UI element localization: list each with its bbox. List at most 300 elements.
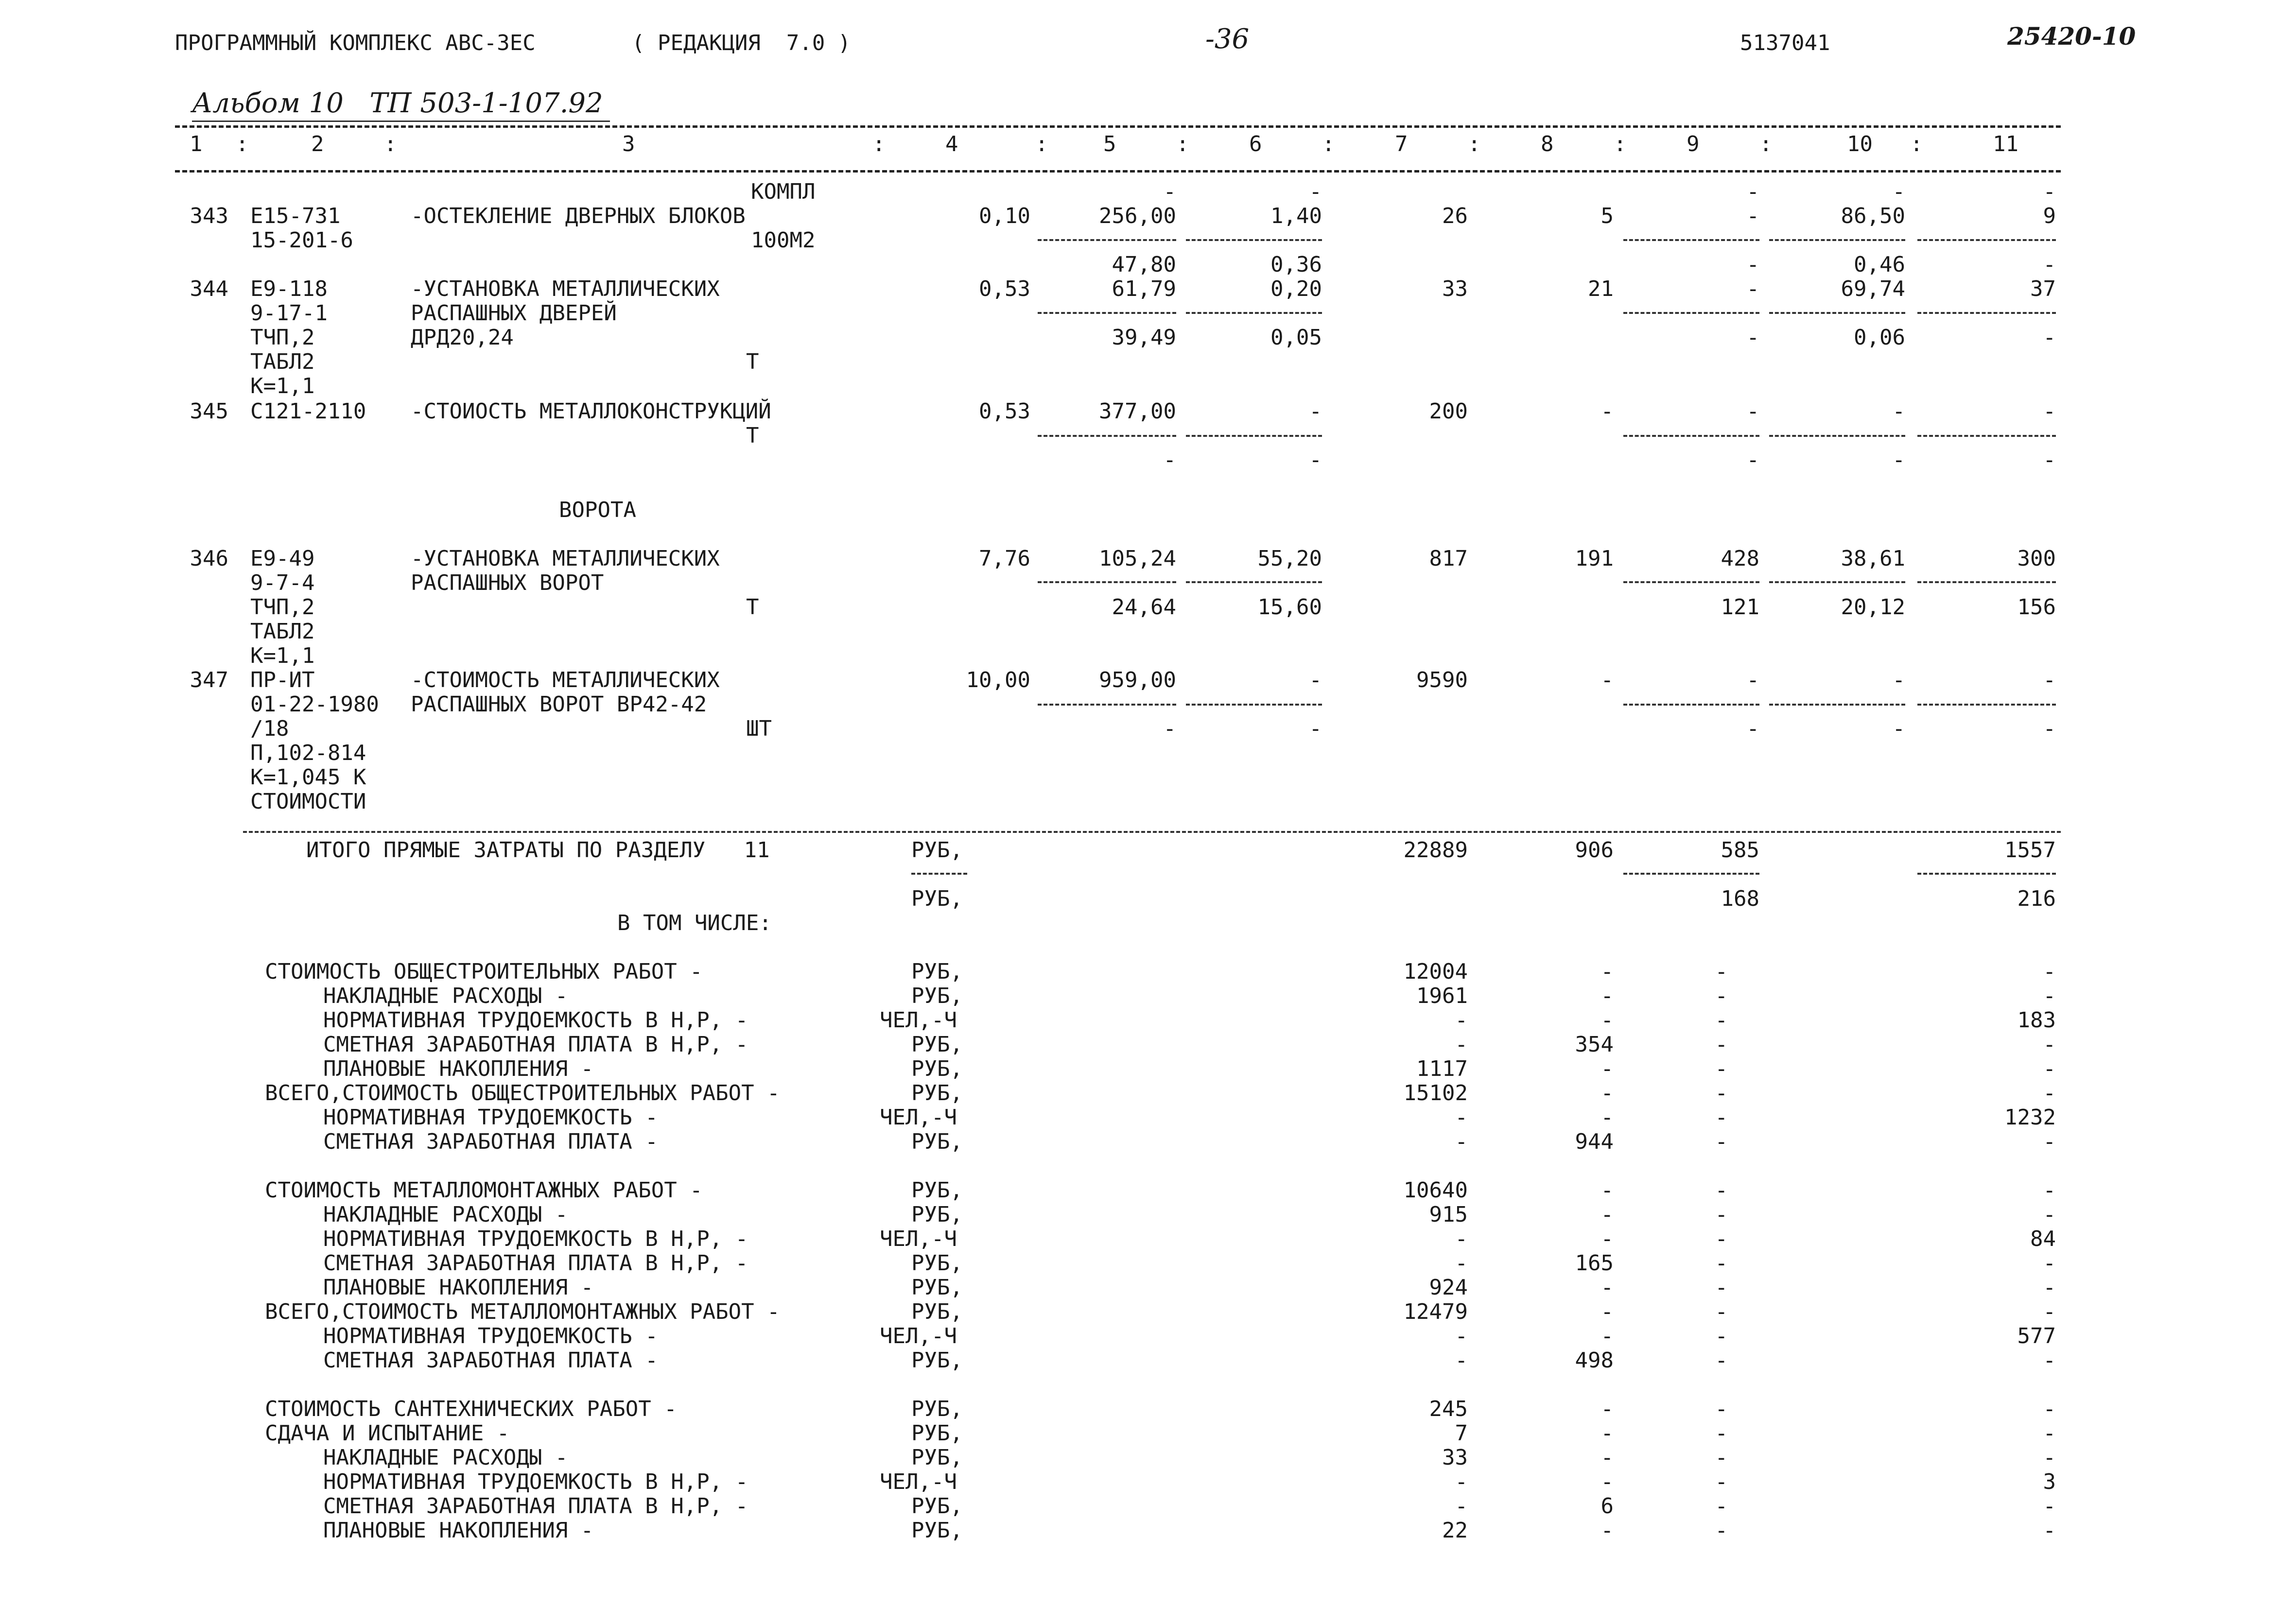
cell-c4: 0,53 [979, 276, 1030, 301]
summary-c11: - [2043, 1202, 2056, 1227]
cell-c6-top: 0,36 [1270, 252, 1322, 277]
cell-c6: 0,20 [1270, 276, 1322, 301]
summary-label: ПЛАНОВЫЕ НАКОПЛЕНИЯ - [323, 1518, 594, 1543]
summary-unit: ЧЕЛ,-Ч [880, 1227, 957, 1251]
summary-c8: - [1600, 959, 1614, 984]
summary-c9: - [1715, 1518, 1728, 1543]
summary-c8: - [1600, 1324, 1614, 1348]
cell-c10: 69,74 [1841, 276, 1905, 301]
page-number: -36 [1205, 23, 1250, 55]
row-code: К=1,1 [250, 374, 315, 398]
summary-unit: ЧЕЛ,-Ч [880, 1469, 957, 1494]
cell-divider [1623, 704, 1759, 706]
cell-c4: 0,10 [979, 204, 1030, 228]
row-description: -ОСТЕКЛЕНИЕ ДВЕРНЫХ БЛОКОВ [411, 204, 746, 228]
cell-c9-top: - [1746, 252, 1759, 277]
summary-c8: - [1600, 1421, 1614, 1446]
summary-c7: 1961 [1416, 984, 1468, 1008]
summary-c8: 944 [1575, 1129, 1614, 1154]
cell-c11-top: - [2043, 252, 2056, 277]
summary-c7: 33 [1442, 1445, 1468, 1470]
summary-c7: - [1455, 1494, 1468, 1519]
row-code: Е9-49 [250, 546, 315, 571]
column-separator: : [1759, 132, 1773, 156]
summary-unit: РУБ, [911, 1445, 963, 1470]
summary-c11: 3 [2043, 1469, 2056, 1494]
column-header-10: 10 [1847, 132, 1873, 156]
summary-c8: - [1600, 1056, 1614, 1081]
unit-label: Т [746, 595, 759, 620]
summary-unit: РУБ, [911, 1299, 963, 1324]
row-description: РАСПАШНЫХ ВОРОТ [411, 570, 604, 595]
cell-divider [1186, 704, 1322, 706]
summary-c9: - [1715, 1397, 1728, 1421]
row-code: 9-17-1 [250, 301, 328, 326]
column-header-6: 6 [1249, 132, 1262, 156]
summary-unit: ЧЕЛ,-Ч [880, 1324, 957, 1348]
cell-c6-sub: - [1309, 448, 1322, 472]
row-code: К=1,1 [250, 643, 315, 668]
summary-c9: - [1715, 1008, 1728, 1033]
summary-c9: - [1715, 1421, 1728, 1446]
cell-c8: 191 [1575, 546, 1614, 571]
row-code: ТАБЛ2 [250, 349, 315, 374]
totals-c11: 1557 [2004, 838, 2056, 863]
cell-c5: 256,00 [1099, 204, 1176, 228]
summary-c7: 7 [1455, 1421, 1468, 1446]
cell-divider [1623, 435, 1759, 437]
cell-c8: 5 [1600, 204, 1614, 228]
cell-c10: - [1892, 399, 1905, 424]
cell-c11: - [2043, 399, 2056, 424]
summary-label: СМЕТНАЯ ЗАРАБОТНАЯ ПЛАТА В Н,Р, - [323, 1494, 748, 1519]
row-code: К=1,045 К [250, 765, 366, 790]
row-code: П,102-814 [250, 741, 366, 765]
summary-c7: - [1455, 1008, 1468, 1033]
summary-c11: 84 [2030, 1227, 2056, 1251]
unit-label: КОМПЛ [751, 179, 816, 204]
summary-c8: - [1600, 1518, 1614, 1543]
cell-c4: 7,76 [979, 546, 1030, 571]
cell-c11: - [2043, 668, 2056, 692]
summary-label: НОРМАТИВНАЯ ТРУДОЕМКОСТЬ В Н,Р, - [323, 1008, 748, 1033]
cell-c7: 9590 [1416, 668, 1468, 692]
summary-c8: - [1600, 1227, 1614, 1251]
table-header-rule [175, 170, 2061, 173]
summary-c7: - [1455, 1032, 1468, 1057]
cell-c6-sub: 0,05 [1270, 325, 1322, 350]
cell-c6-sub: - [1309, 716, 1322, 741]
cell-c5-sub: - [1163, 448, 1176, 472]
cell-c11: 37 [2030, 276, 2056, 301]
summary-c8: - [1600, 1469, 1614, 1494]
cell-c8: - [1600, 399, 1614, 424]
cell-c9: - [1746, 276, 1759, 301]
summary-c8: - [1600, 1445, 1614, 1470]
row-number: 343 [190, 204, 228, 228]
cell-c6: - [1309, 399, 1322, 424]
summary-c8: 6 [1600, 1494, 1614, 1519]
summary-label: СТОИМОСТЬ МЕТАЛЛОМОНТАЖНЫХ РАБОТ - [265, 1178, 703, 1203]
unit-label: ШТ [746, 716, 772, 741]
summary-unit: РУБ, [911, 984, 963, 1008]
document-code: 5137041 [1740, 31, 1830, 55]
section-title: ВОРОТА [559, 498, 636, 522]
summary-c8: - [1600, 1178, 1614, 1203]
cell-c10-sub: - [1892, 448, 1905, 472]
cell-c9-sub: - [1746, 716, 1759, 741]
cell-c5-sub: 24,64 [1112, 595, 1176, 620]
program-title: ПРОГРАММНЫЙ КОМПЛЕКС АВС-3ЕС [175, 31, 536, 55]
column-separator: : [1035, 132, 1048, 156]
row-description: -УСТАНОВКА МЕТАЛЛИЧЕСКИХ [411, 276, 720, 301]
cell-divider [1769, 704, 1905, 706]
summary-label: СМЕТНАЯ ЗАРАБОТНАЯ ПЛАТА В Н,Р, - [323, 1251, 748, 1276]
column-header-4: 4 [945, 132, 958, 156]
summary-c7: - [1455, 1251, 1468, 1276]
cell-divider [1769, 312, 1905, 314]
cell-divider [1038, 312, 1176, 314]
column-header-9: 9 [1687, 132, 1700, 156]
summary-unit: РУБ, [911, 1348, 963, 1373]
summary-unit: РУБ, [911, 959, 963, 984]
summary-c11: - [2043, 1348, 2056, 1373]
summary-label: ВСЕГО,СТОИМОСТЬ ОБЩЕСТРОИТЕЛЬНЫХ РАБОТ - [265, 1081, 780, 1106]
summary-c7: - [1455, 1129, 1468, 1154]
cell-divider [1917, 704, 2056, 706]
cell-divider [1917, 435, 2056, 437]
cell-c6-sub: 15,60 [1257, 595, 1322, 620]
summary-c8: - [1600, 1008, 1614, 1033]
summary-label: ПЛАНОВЫЕ НАКОПЛЕНИЯ - [323, 1275, 594, 1300]
summary-unit: ЧЕЛ,-Ч [880, 1105, 957, 1130]
summary-c9: - [1715, 1494, 1728, 1519]
summary-c11: - [2043, 1494, 2056, 1519]
cell-c6: 55,20 [1257, 546, 1322, 571]
column-separator: : [1176, 132, 1189, 156]
totals-c9: 585 [1721, 838, 1759, 863]
cell-c10-top: 0,46 [1854, 252, 1905, 277]
row-code: 01-22-1980 [250, 692, 379, 717]
cell-c11: 9 [2043, 204, 2056, 228]
totals-c11-sub: 216 [2017, 886, 2056, 911]
row-description: РАСПАШНЫХ ВОРОТ ВР42-42 [411, 692, 707, 717]
cell-divider [1623, 239, 1759, 241]
row-code: 15-201-6 [250, 228, 353, 253]
summary-unit: РУБ, [911, 1275, 963, 1300]
cell-divider [911, 873, 967, 875]
cell-c5-sub: - [1163, 716, 1176, 741]
row-number: 347 [190, 668, 228, 692]
summary-label: ПЛАНОВЫЕ НАКОПЛЕНИЯ - [323, 1056, 594, 1081]
unit-label: 100М2 [751, 228, 816, 253]
cell-c5-top: - [1163, 179, 1176, 204]
summary-c7: 245 [1429, 1397, 1468, 1421]
cell-divider [1186, 435, 1322, 437]
column-header-7: 7 [1395, 132, 1408, 156]
row-description: -СТОИМОСТЬ МЕТАЛЛИЧЕСКИХ [411, 668, 720, 692]
cell-divider [1186, 581, 1322, 583]
cell-c9-sub: - [1746, 448, 1759, 472]
summary-c9: - [1715, 1445, 1728, 1470]
cell-divider [1038, 581, 1176, 583]
column-header-5: 5 [1103, 132, 1116, 156]
column-header-11: 11 [1993, 132, 2018, 156]
cell-c9: - [1746, 399, 1759, 424]
row-code: С121-2110 [250, 399, 366, 424]
column-separator: : [1614, 132, 1627, 156]
totals-unit-2: РУБ, [911, 886, 963, 911]
cell-c9: - [1746, 668, 1759, 692]
cell-divider [1769, 435, 1905, 437]
cell-c7: 33 [1442, 276, 1468, 301]
summary-label: НОРМАТИВНАЯ ТРУДОЕМКОСТЬ - [323, 1105, 658, 1130]
summary-unit: РУБ, [911, 1251, 963, 1276]
summary-c9: - [1715, 1056, 1728, 1081]
summary-c7: - [1455, 1348, 1468, 1373]
cell-c10-sub: - [1892, 716, 1905, 741]
album-underline [192, 121, 610, 122]
summary-c7: 15102 [1403, 1081, 1468, 1106]
cell-c11-top: - [2043, 179, 2056, 204]
summary-c11: 183 [2017, 1008, 2056, 1033]
cell-divider [1917, 581, 2056, 583]
cell-c10: 86,50 [1841, 204, 1905, 228]
summary-c11: - [2043, 1445, 2056, 1470]
summary-c9: - [1715, 1348, 1728, 1373]
album-label: Альбом 10 ТП 503-1-107.92 [192, 87, 603, 119]
summary-unit: РУБ, [911, 1178, 963, 1203]
cell-c11-sub: - [2043, 448, 2056, 472]
summary-c11: - [2043, 1397, 2056, 1421]
summary-c7: 22 [1442, 1518, 1468, 1543]
summary-c11: - [2043, 1275, 2056, 1300]
including-label: В ТОМ ЧИСЛЕ: [617, 911, 772, 935]
column-separator: : [1322, 132, 1335, 156]
cell-divider [1623, 312, 1759, 314]
cell-divider [1917, 312, 2056, 314]
row-number: 346 [190, 546, 228, 571]
summary-c11: - [2043, 1056, 2056, 1081]
column-header-2: 2 [311, 132, 324, 156]
summary-c7: - [1455, 1324, 1468, 1348]
summary-c8: - [1600, 1202, 1614, 1227]
cell-c9-top: - [1746, 179, 1759, 204]
summary-label: НОРМАТИВНАЯ ТРУДОЕМКОСТЬ В Н,Р, - [323, 1227, 748, 1251]
cell-c7: 817 [1429, 546, 1468, 571]
summary-c9: - [1715, 1202, 1728, 1227]
summary-unit: РУБ, [911, 1056, 963, 1081]
summary-label: СТОИМОСТЬ ОБЩЕСТРОИТЕЛЬНЫХ РАБОТ - [265, 959, 703, 984]
summary-c8: - [1600, 1397, 1614, 1421]
summary-label: СДАЧА И ИСПЫТАНИЕ - [265, 1421, 510, 1446]
row-code: ТАБЛ2 [250, 619, 315, 644]
summary-c9: - [1715, 1275, 1728, 1300]
cell-c10-sub: 20,12 [1841, 595, 1905, 620]
summary-c9: - [1715, 1032, 1728, 1057]
cell-divider [1769, 581, 1905, 583]
summary-c7: 1117 [1416, 1056, 1468, 1081]
summary-unit: ЧЕЛ,-Ч [880, 1008, 957, 1033]
summary-c9: - [1715, 959, 1728, 984]
cell-divider [1623, 581, 1759, 583]
cell-c11: 300 [2017, 546, 2056, 571]
summary-c11: - [2043, 1129, 2056, 1154]
row-description: -УСТАНОВКА МЕТАЛЛИЧЕСКИХ [411, 546, 720, 571]
cell-divider [1186, 312, 1322, 314]
summary-c7: 924 [1429, 1275, 1468, 1300]
column-separator: : [1468, 132, 1481, 156]
cell-c4: 0,53 [979, 399, 1030, 424]
summary-c11: 577 [2017, 1324, 2056, 1348]
summary-c9: - [1715, 1105, 1728, 1130]
summary-c9: - [1715, 1129, 1728, 1154]
cell-c7: 26 [1442, 204, 1468, 228]
row-description: ДРД20,24 [411, 325, 514, 350]
cell-c11-sub: - [2043, 325, 2056, 350]
row-code: СТОИМОСТИ [250, 789, 366, 814]
summary-c8: - [1600, 984, 1614, 1008]
document-number: 25420-10 [2007, 22, 2136, 51]
summary-c11: - [2043, 959, 2056, 984]
totals-label: ИТОГО ПРЯМЫЕ ЗАТРАТЫ ПО РАЗДЕЛУ 11 [306, 838, 770, 863]
cell-c5-top: 47,80 [1112, 252, 1176, 277]
summary-c8: - [1600, 1299, 1614, 1324]
cell-divider [1038, 435, 1176, 437]
cell-divider [1917, 239, 2056, 241]
summary-c9: - [1715, 984, 1728, 1008]
summary-c7: - [1455, 1469, 1468, 1494]
summary-label: НАКЛАДНЫЕ РАСХОДЫ - [323, 1202, 568, 1227]
unit-label: Т [746, 349, 759, 374]
row-description: РАСПАШНЫХ ДВЕРЕЙ [411, 301, 617, 326]
summary-c8: 498 [1575, 1348, 1614, 1373]
column-header-3: 3 [622, 132, 635, 156]
cell-divider [1623, 873, 1759, 875]
cell-c6-top: - [1309, 179, 1322, 204]
summary-c9: - [1715, 1324, 1728, 1348]
summary-c8: - [1600, 1275, 1614, 1300]
cell-c5: 61,79 [1112, 276, 1176, 301]
cell-c5: 105,24 [1099, 546, 1176, 571]
summary-c11: - [2043, 1081, 2056, 1106]
summary-c9: - [1715, 1469, 1728, 1494]
totals-unit: РУБ, [911, 838, 963, 863]
table-top-rule [175, 125, 2061, 128]
summary-label: СМЕТНАЯ ЗАРАБОТНАЯ ПЛАТА - [323, 1129, 658, 1154]
cell-c5: 377,00 [1099, 399, 1176, 424]
column-separator: : [872, 132, 886, 156]
summary-c11: - [2043, 1518, 2056, 1543]
cell-divider [1769, 239, 1905, 241]
cell-c7: 200 [1429, 399, 1468, 424]
summary-c9: - [1715, 1081, 1728, 1106]
row-code: /18 [250, 716, 289, 741]
cell-c9-sub: 121 [1721, 595, 1759, 620]
summary-c7: - [1455, 1105, 1468, 1130]
summary-label: СМЕТНАЯ ЗАРАБОТНАЯ ПЛАТА - [323, 1348, 658, 1373]
summary-c11: - [2043, 1032, 2056, 1057]
summary-unit: РУБ, [911, 1129, 963, 1154]
totals-c9-sub: 168 [1721, 886, 1759, 911]
summary-label: ВСЕГО,СТОИМОСТЬ МЕТАЛЛОМОНТАЖНЫХ РАБОТ - [265, 1299, 780, 1324]
row-number: 344 [190, 276, 228, 301]
summary-unit: РУБ, [911, 1032, 963, 1057]
row-code: ПР-ИТ [250, 668, 315, 692]
cell-c11-sub: - [2043, 716, 2056, 741]
summary-c8: - [1600, 1105, 1614, 1130]
summary-label: СМЕТНАЯ ЗАРАБОТНАЯ ПЛАТА В Н,Р, - [323, 1032, 748, 1057]
column-separator: : [236, 132, 249, 156]
summary-label: НОРМАТИВНАЯ ТРУДОЕМКОСТЬ В Н,Р, - [323, 1469, 748, 1494]
summary-c7: 10640 [1403, 1178, 1468, 1203]
summary-c8: 165 [1575, 1251, 1614, 1276]
summary-unit: РУБ, [911, 1421, 963, 1446]
row-number: 345 [190, 399, 228, 424]
cell-c10: 38,61 [1841, 546, 1905, 571]
cell-c11-sub: 156 [2017, 595, 2056, 620]
summary-c9: - [1715, 1251, 1728, 1276]
summary-unit: РУБ, [911, 1397, 963, 1421]
cell-c8: 21 [1588, 276, 1614, 301]
summary-c8: 354 [1575, 1032, 1614, 1057]
cell-c6: - [1309, 668, 1322, 692]
row-code: Е9-118 [250, 276, 328, 301]
row-description: -СТОИОСТЬ МЕТАЛЛОКОНСТРУКЦИЙ [411, 399, 771, 424]
summary-unit: РУБ, [911, 1202, 963, 1227]
summary-c11: - [2043, 1251, 2056, 1276]
summary-c11: - [2043, 1299, 2056, 1324]
cell-c10: - [1892, 668, 1905, 692]
summary-unit: РУБ, [911, 1494, 963, 1519]
cell-c4: 10,00 [966, 668, 1030, 692]
summary-label: НАКЛАДНЫЕ РАСХОДЫ - [323, 1445, 568, 1470]
summary-unit: РУБ, [911, 1081, 963, 1106]
edition-label: ( РЕДАКЦИЯ 7.0 ) [632, 31, 851, 55]
totals-c7: 22889 [1403, 838, 1468, 863]
row-code: Е15-731 [250, 204, 341, 228]
cell-c9: - [1746, 204, 1759, 228]
summary-c8: - [1600, 1081, 1614, 1106]
column-header-1: 1 [190, 132, 203, 156]
summary-c9: - [1715, 1299, 1728, 1324]
row-code: 9-7-4 [250, 570, 315, 595]
cell-c9-sub: - [1746, 325, 1759, 350]
cell-divider [1186, 239, 1322, 241]
summary-c11: - [2043, 1178, 2056, 1203]
cell-c5: 959,00 [1099, 668, 1176, 692]
cell-c8: - [1600, 668, 1614, 692]
summary-c11: - [2043, 984, 2056, 1008]
summary-c7: 915 [1429, 1202, 1468, 1227]
summary-label: СТОИМОСТЬ САНТЕХНИЧЕСКИХ РАБОТ - [265, 1397, 677, 1421]
column-header-8: 8 [1541, 132, 1554, 156]
summary-label: НОРМАТИВНАЯ ТРУДОЕМКОСТЬ - [323, 1324, 658, 1348]
summary-unit: РУБ, [911, 1518, 963, 1543]
cell-divider [1917, 873, 2056, 875]
row-code: ТЧП,2 [250, 325, 315, 350]
cell-divider [1038, 239, 1176, 241]
cell-c9: 428 [1721, 546, 1759, 571]
cell-c10-top: - [1892, 179, 1905, 204]
unit-label: Т [746, 423, 759, 448]
summary-c9: - [1715, 1178, 1728, 1203]
summary-c11: 1232 [2004, 1105, 2056, 1130]
summary-c9: - [1715, 1227, 1728, 1251]
cell-c5-sub: 39,49 [1112, 325, 1176, 350]
row-code: ТЧП,2 [250, 595, 315, 620]
cell-c10-sub: 0,06 [1854, 325, 1905, 350]
